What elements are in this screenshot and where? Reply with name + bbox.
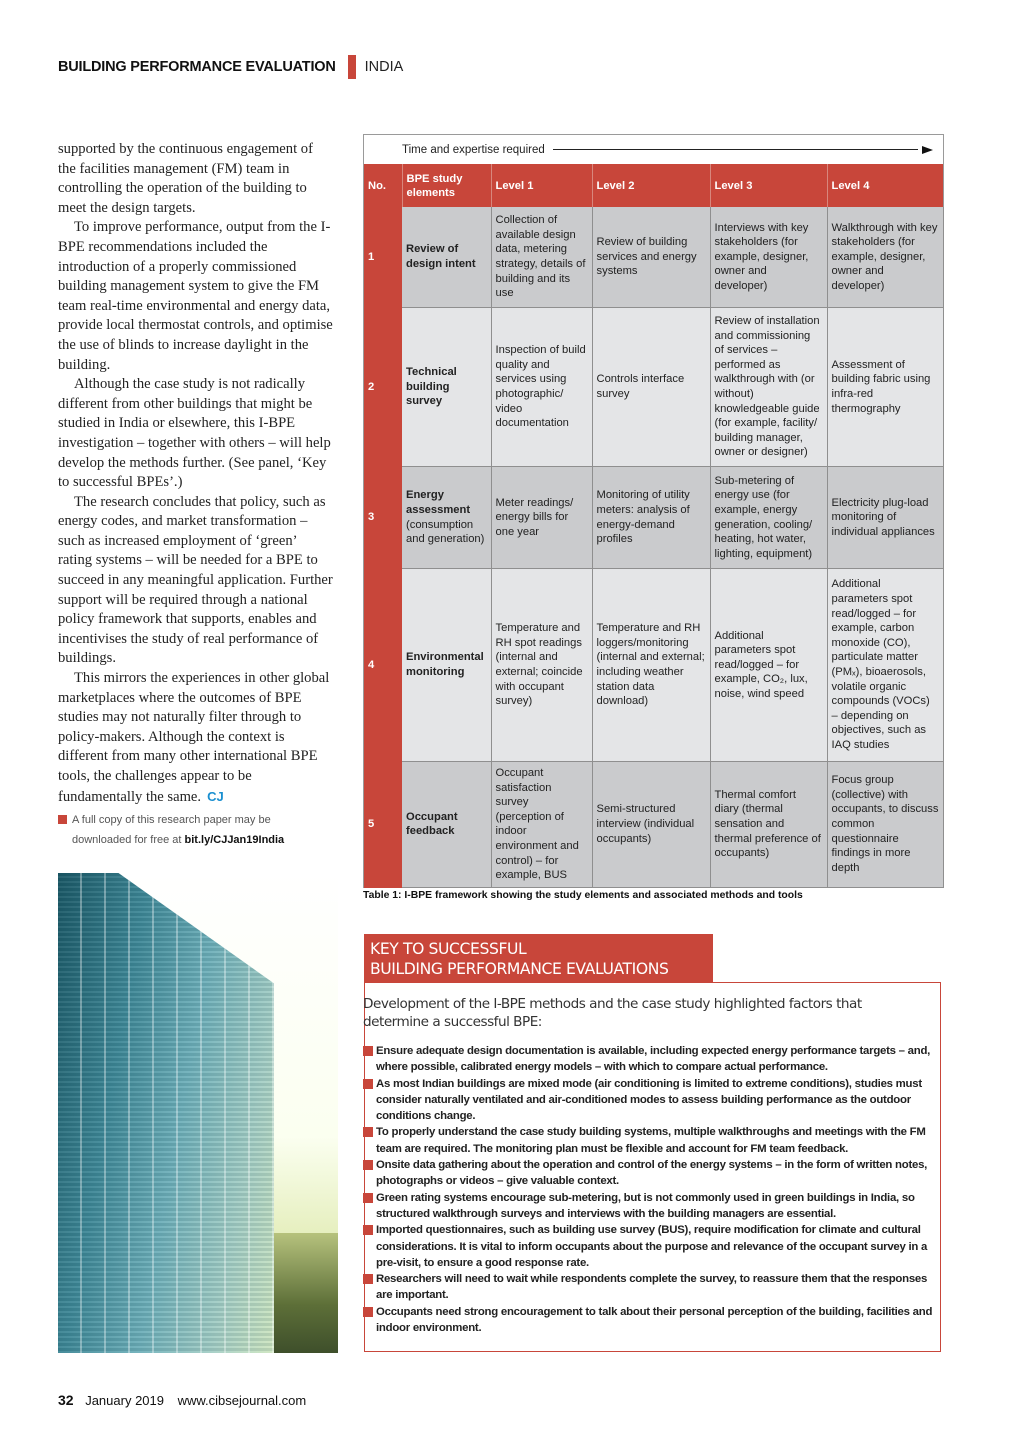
bullet-square-icon [363, 1274, 373, 1284]
cell-level4: Electricity plug-load monitoring of individual appliances [827, 467, 943, 569]
row-element: Occupant feedback [402, 762, 491, 888]
cell-level1: Occupant satisfaction survey (perception of indoor environment and control) – for example, BUS [491, 762, 592, 888]
row-number: 1 [364, 207, 402, 308]
arrow-right-icon [922, 146, 933, 154]
list-item [363, 1190, 933, 1223]
footnote [58, 810, 338, 850]
list-item [363, 1157, 933, 1190]
row-element-title: Energy assessment [406, 489, 471, 516]
cell-level2: Semi-structured interview (individual occupants) [592, 762, 710, 888]
paragraph: Although the case study is not radically different from other buildings that might be studied in India or elsewhere, this I-BPE investigation – together with others – will help develop the methods further. (See panel, ‘Key to successful BPEs’.) [58, 376, 331, 491]
list-item-text: Imported questionnaires, such as building use survey (BUS), require modification for climate and cultural considerations. It is vital to inform occupants about the purpose and relevance of the occupant survey in a pre-visit, to ensure a good response rate. [376, 1224, 928, 1269]
cell-level1: Meter readings/ energy bills for one year [491, 467, 592, 569]
page-footer [58, 1392, 306, 1408]
accent-bar [348, 55, 356, 79]
website-link[interactable]: www.cibsejournal.com [177, 1393, 307, 1408]
list-item [363, 1222, 933, 1271]
row-number: 5 [364, 762, 402, 888]
bullet-square-icon [363, 1193, 373, 1203]
cell-level3: Sub-metering of energy use (for example, energy generation, cooling/ heating, hot water, lighting, equipment) [710, 467, 827, 569]
cell-level2: Temperature and RH loggers/monitoring (internal and external; including weather station data download) [592, 569, 710, 762]
bullet-square-icon [363, 1225, 373, 1235]
bullet-square-icon [363, 1127, 373, 1137]
col-header-level1: Level 1 [491, 164, 592, 207]
footnote-line1: A full copy of this research paper may be [72, 814, 271, 826]
bullet-square-icon [363, 1160, 373, 1170]
research-paper-link[interactable]: bit.ly/CJJan19India [184, 834, 285, 846]
time-label: Time and expertise required [402, 143, 545, 156]
bullet-square-icon [363, 1079, 373, 1089]
table-row [364, 569, 943, 762]
cell-level4: Walkthrough with key stakeholders (for example, designer, owner and developer) [827, 207, 943, 308]
bullet-square-icon [363, 1307, 373, 1317]
key-factors-list [363, 1043, 933, 1336]
cell-level1: Collection of available design data, metering strategy, details of building and its use [491, 207, 592, 308]
paragraph-last [58, 669, 334, 807]
row-number: 4 [364, 569, 402, 762]
cell-level1: Temperature and RH spot readings (internal and external; coincide with occupant survey) [491, 569, 592, 762]
col-header-level4: Level 4 [827, 164, 943, 207]
list-item [363, 1271, 933, 1304]
row-element: Technical building survey [402, 308, 491, 467]
col-header-elements: BPE study elements [402, 164, 491, 207]
list-item-text: To properly understand the case study building systems, multiple walkthroughs and meetings with the FM team are required. The monitoring plan must be flexible and account for FM team feedback. [376, 1126, 926, 1155]
landscape [274, 1233, 338, 1353]
row-element-subtitle: (consumption and generation) [406, 518, 485, 546]
cell-level4: Additional parameters spot read/logged – for example, carbon monoxide (CO), particulate matter (PMₓ), bioaerosols, volatile organic compounds (VOCs) – depending on objectives, such as IAQ studies [827, 569, 943, 762]
framework-table [364, 164, 944, 888]
list-item-text: Green rating systems encourage sub-metering, but is not commonly used in green buildings in India, so structured walkthrough surveys and interviews with the building managers are essential. [376, 1191, 915, 1220]
list-item-text: Onsite data gathering about the operation and control of the energy systems – in the form of written notes, photographs or videos – give valuable context. [376, 1159, 928, 1188]
section-country: INDIA [364, 59, 404, 75]
key-panel-intro: Development of the I-BPE methods and the case study highlighted factors that determine a successful BPE: [363, 996, 862, 1030]
table-caption: Table 1: I-BPE framework showing the study elements and associated methods and tools [363, 890, 803, 901]
table-row [364, 762, 943, 888]
bullet-square-icon [363, 1046, 373, 1056]
facade-mullions [58, 873, 274, 1353]
row-number: 3 [364, 467, 402, 569]
time-expertise-axis [364, 135, 943, 164]
cell-level4: Assessment of building fabric using infra-red thermography [827, 308, 943, 467]
table-header-row [364, 164, 943, 207]
bullet-square-icon [58, 815, 67, 824]
table-row [364, 467, 943, 569]
col-header-level3: Level 3 [710, 164, 827, 207]
cell-level2: Controls interface survey [592, 308, 710, 467]
row-element [402, 467, 491, 569]
article-body [58, 140, 334, 807]
row-number: 2 [364, 308, 402, 467]
table-row [364, 308, 943, 467]
cj-sign-off: CJ [207, 788, 224, 804]
list-item-text: Researchers will need to wait while respondents complete the survey, to reassure them that the responses are important. [376, 1273, 928, 1302]
list-item-text: As most Indian buildings are mixed mode (air conditioning is limited to extreme conditions), studies must consider naturally ventilated and air-conditioned modes to assess building performance as the outdoor conditions change. [376, 1077, 922, 1123]
issue-date: January 2019 [85, 1393, 164, 1408]
row-element: Environmental monitoring [402, 569, 491, 762]
list-item-text: Ensure adequate design documentation is available, including expected energy performance targets – and, where possible, calibrated energy models – with which to compare actual performance. [376, 1045, 931, 1074]
page-number: 32 [58, 1392, 74, 1408]
list-item [363, 1304, 933, 1337]
list-item-text: Occupants need strong encouragement to talk about their personal perception of the building, facilities and indoor environment. [376, 1305, 933, 1335]
row-element: Review of design intent [402, 207, 491, 308]
paragraph: To improve performance, output from the I-BPE recommendations included the introduction of a properly commissioned building management system to give the FM team real-time environmental and energy data, provide local thermostat controls, and optimise the use of blinds to increase daylight in the building. [58, 219, 333, 373]
section-title: BUILDING PERFORMANCE EVALUATION [58, 59, 336, 75]
list-item [363, 1124, 933, 1157]
key-panel-title [364, 934, 713, 982]
col-header-level2: Level 2 [592, 164, 710, 207]
cell-level2: Monitoring of utility meters: analysis of energy-demand profiles [592, 467, 710, 569]
key-title-line1: KEY TO SUCCESSFUL [370, 940, 527, 958]
paragraph: The research concludes that policy, such as energy codes, and market transformation – such as increased employment of ‘green’ rating systems – will be needed for a BPE to succeed in any meaningful application. Further support will be required through a national policy framework that supports, enables and incentivises the study of real performance of buildings. [58, 493, 333, 667]
cell-level3: Review of installation and commissioning of services – performed as walkthrough with (or without) knowledgeable guide (for example, facility/ building manager, owner or designer) [710, 308, 827, 467]
bpe-framework-table [363, 134, 944, 888]
building-photo [58, 873, 338, 1353]
cell-level1: Inspection of build quality and services using photographic/ video documentation [491, 308, 592, 467]
paragraph: supported by the continuous engagement of the facilities management (FM) team in controlling the operation of the building to meet the design targets. [58, 141, 313, 216]
footnote-line2: downloaded for free at [72, 834, 185, 846]
list-item [363, 1043, 933, 1076]
running-head [58, 55, 403, 79]
key-title-line2: BUILDING PERFORMANCE EVALUATIONS [370, 960, 669, 978]
table-row [364, 207, 943, 308]
list-item [363, 1076, 933, 1125]
cell-level3: Thermal comfort diary (thermal sensation and thermal preference of occupants) [710, 762, 827, 888]
cell-level3: Interviews with key stakeholders (for example, designer, owner and developer) [710, 207, 827, 308]
cell-level3: Additional parameters spot read/logged – for example, CO₂, lux, noise, wind speed [710, 569, 827, 762]
paragraph-text: This mirrors the experiences in other global marketplaces where the outcomes of BPE studies may not naturally filter through to policy-makers. Although the context is different from many other international BPE tools, the challenges appear to be fundamentally the same. [58, 670, 330, 805]
cell-level4: Focus group (collective) with occupants, to discuss common questionnaire findings in more depth [827, 762, 943, 888]
cell-level2: Review of building services and energy systems [592, 207, 710, 308]
arrow-line [553, 149, 918, 150]
col-header-no: No. [364, 164, 402, 207]
